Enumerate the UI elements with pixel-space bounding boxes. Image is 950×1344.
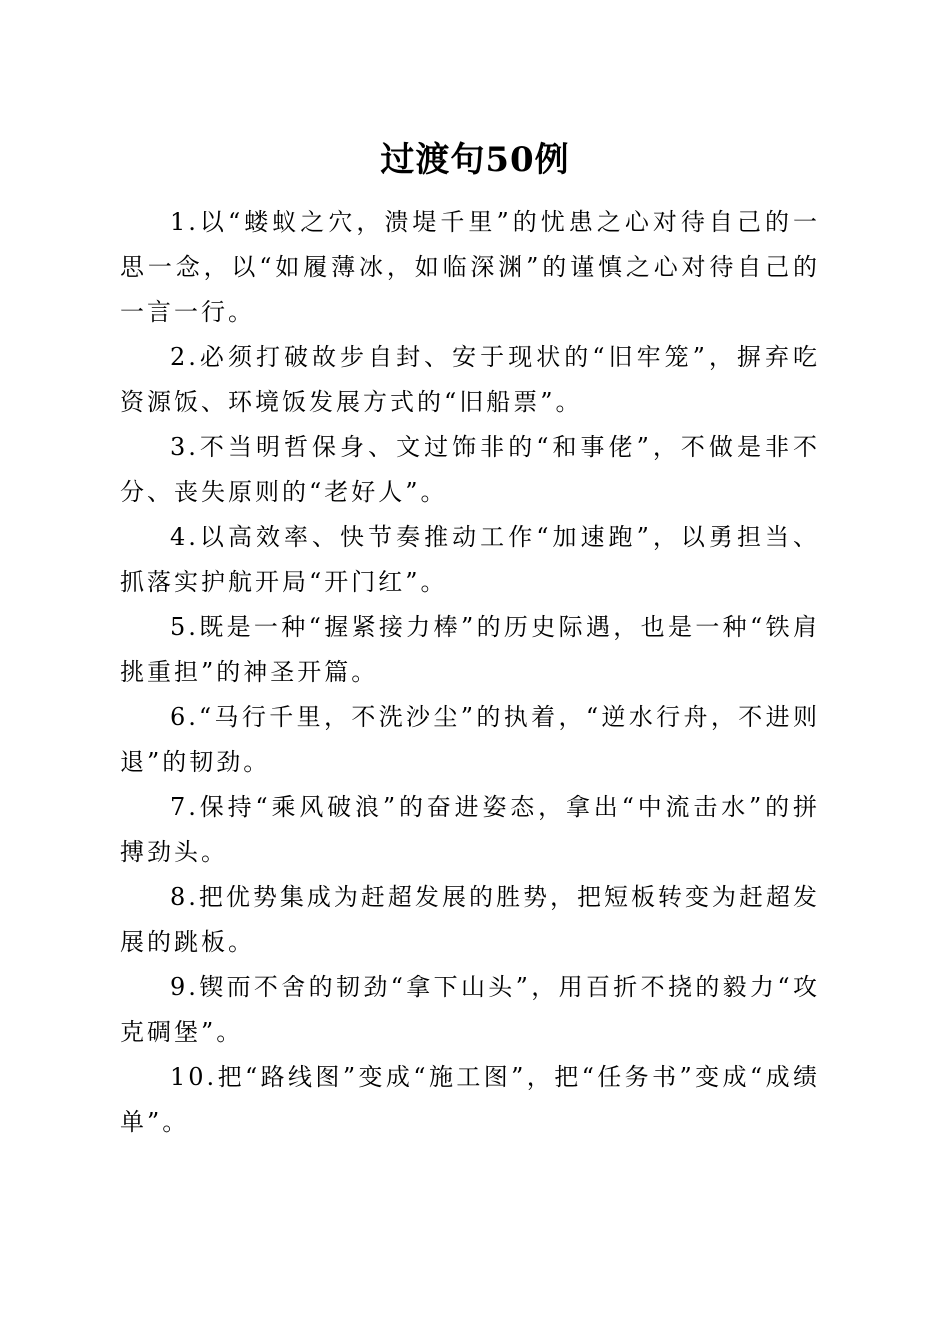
paragraph-6: 6.“马行千里，不洗沙尘”的执着，“逆水行舟，不进则退”的韧劲。 [120,703,820,776]
paragraph-5: 5.既是一种“握紧接力棒”的历史际遇，也是一种“铁肩挑重担”的神圣开篇。 [120,613,820,686]
paragraph-9: 9.锲而不舍的韧劲“拿下山头”，用百折不挠的毅力“攻克碉堡”。 [120,973,820,1046]
paragraph-1: 1.以“蝼蚁之穴，溃堤千里”的忧患之心对待自己的一思一念，以“如履薄冰，如临深渊”的谨慎之心对待自己的一言一行。 [120,208,820,326]
paragraph-8: 8.把优势集成为赶超发展的胜势，把短板转变为赶超发展的跳板。 [120,883,820,956]
paragraph-10: 10.把“路线图”变成“施工图”，把“任务书”变成“成绩单”。 [120,1063,820,1136]
document-title: 过渡句50例 [380,140,570,180]
paragraph-4: 4.以高效率、快节奏推动工作“加速跑”，以勇担当、抓落实护航开局“开门红”。 [120,523,820,596]
document-body [120,200,820,1145]
paragraph-2: 2.必须打破故步自封、安于现状的“旧牢笼”，摒弃吃资源饭、环境饭发展方式的“旧船票”。 [120,343,820,416]
paragraph-3: 3.不当明哲保身、文过饰非的“和事佬”，不做是非不分、丧失原则的“老好人”。 [120,433,820,506]
paragraph-7: 7.保持“乘风破浪”的奋进姿态，拿出“中流击水”的拼搏劲头。 [120,793,820,866]
